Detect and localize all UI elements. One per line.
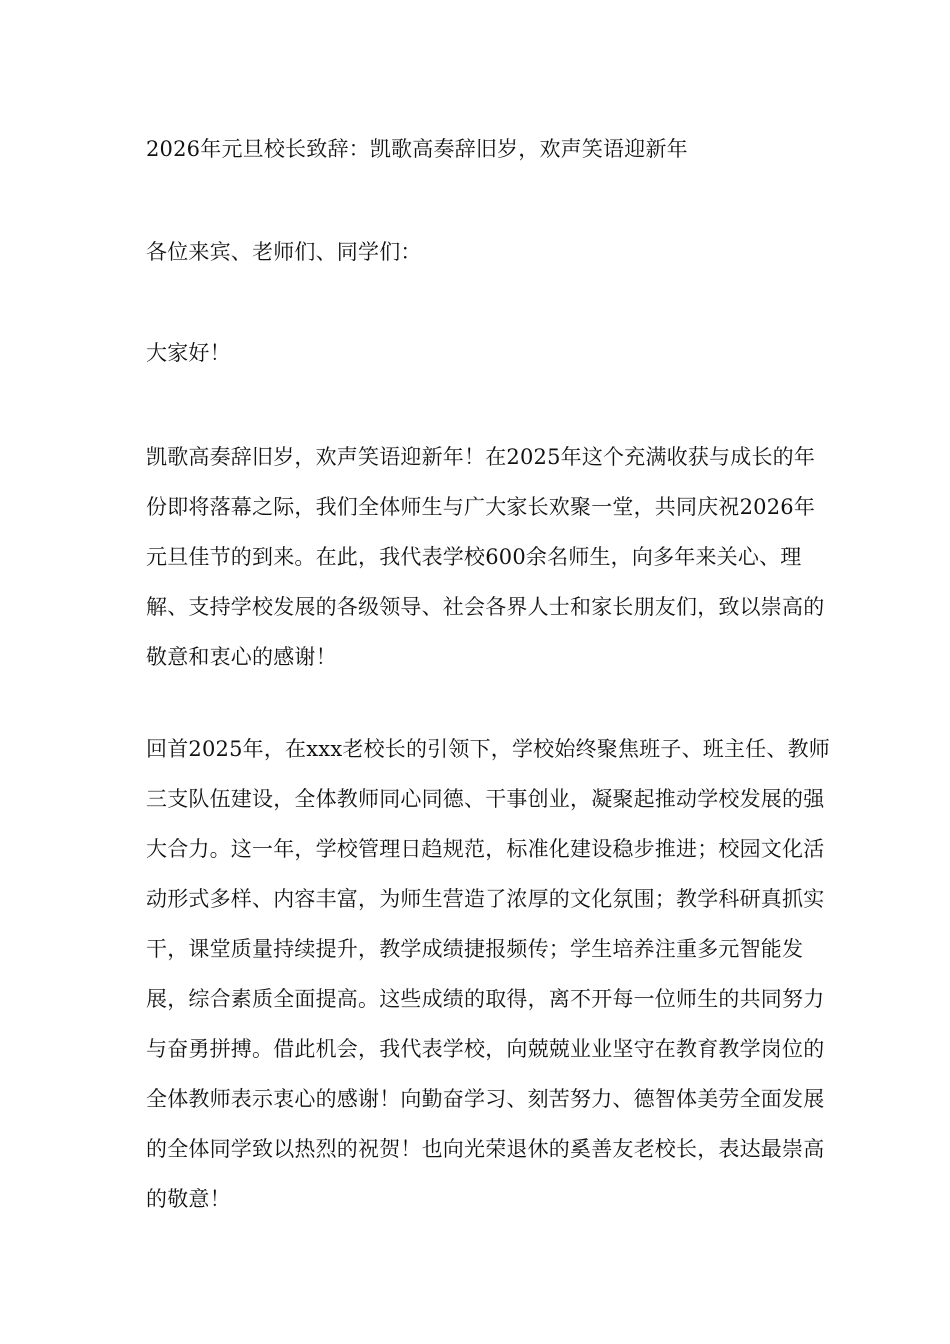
paragraph: 回首2025年，在xxx老校长的引领下，学校始终聚焦班子、班主任、教师三支队伍建设，全体教师同心同德、干事创业，凝聚起推动学校发展的强大合力。这一年，学校管理日趋规范，标准化建设稳步推进；校园文化活动形式多样、内容丰富，为师生营造了浓厚的文化氛围；教学科研真抓实干，课堂质量持续提升，教学成绩捷报频传；学生培养注重多元智能发展，综合素质全面提高。这些成绩的取得，离不开每一位师生的共同努力与奋勇拼搏。借此机会，我代表学校，向兢兢业业坚守在教育教学岗位的全体教师表示衷心的感谢！向勤奋学习、刻苦努力、德智体美劳全面发展的全体同学致以热烈的祝贺！也向光荣退休的奚善友老校长，表达最崇高的敬意！ [146, 737, 830, 1211]
paragraph: 凯歌高奏辞旧岁，欢声笑语迎新年！在2025年这个充满收获与成长的年份即将落幕之际，我们全体师生与广大家长欢聚一堂，共同庆祝2026年元旦佳节的到来。在此，我代表学校600余名师生，向多年来关心、理解、支持学校发展的各级领导、社会各界人士和家长朋友们，致以崇高的敬意和衷心的感谢！ [146, 445, 825, 669]
salutation: 各位来宾、老师们、同学们： [146, 240, 422, 264]
greeting: 大家好！ [146, 341, 231, 365]
document-title: 2026年元旦校长致辞：凯歌高奏辞旧岁，欢声笑语迎新年 [146, 137, 688, 161]
